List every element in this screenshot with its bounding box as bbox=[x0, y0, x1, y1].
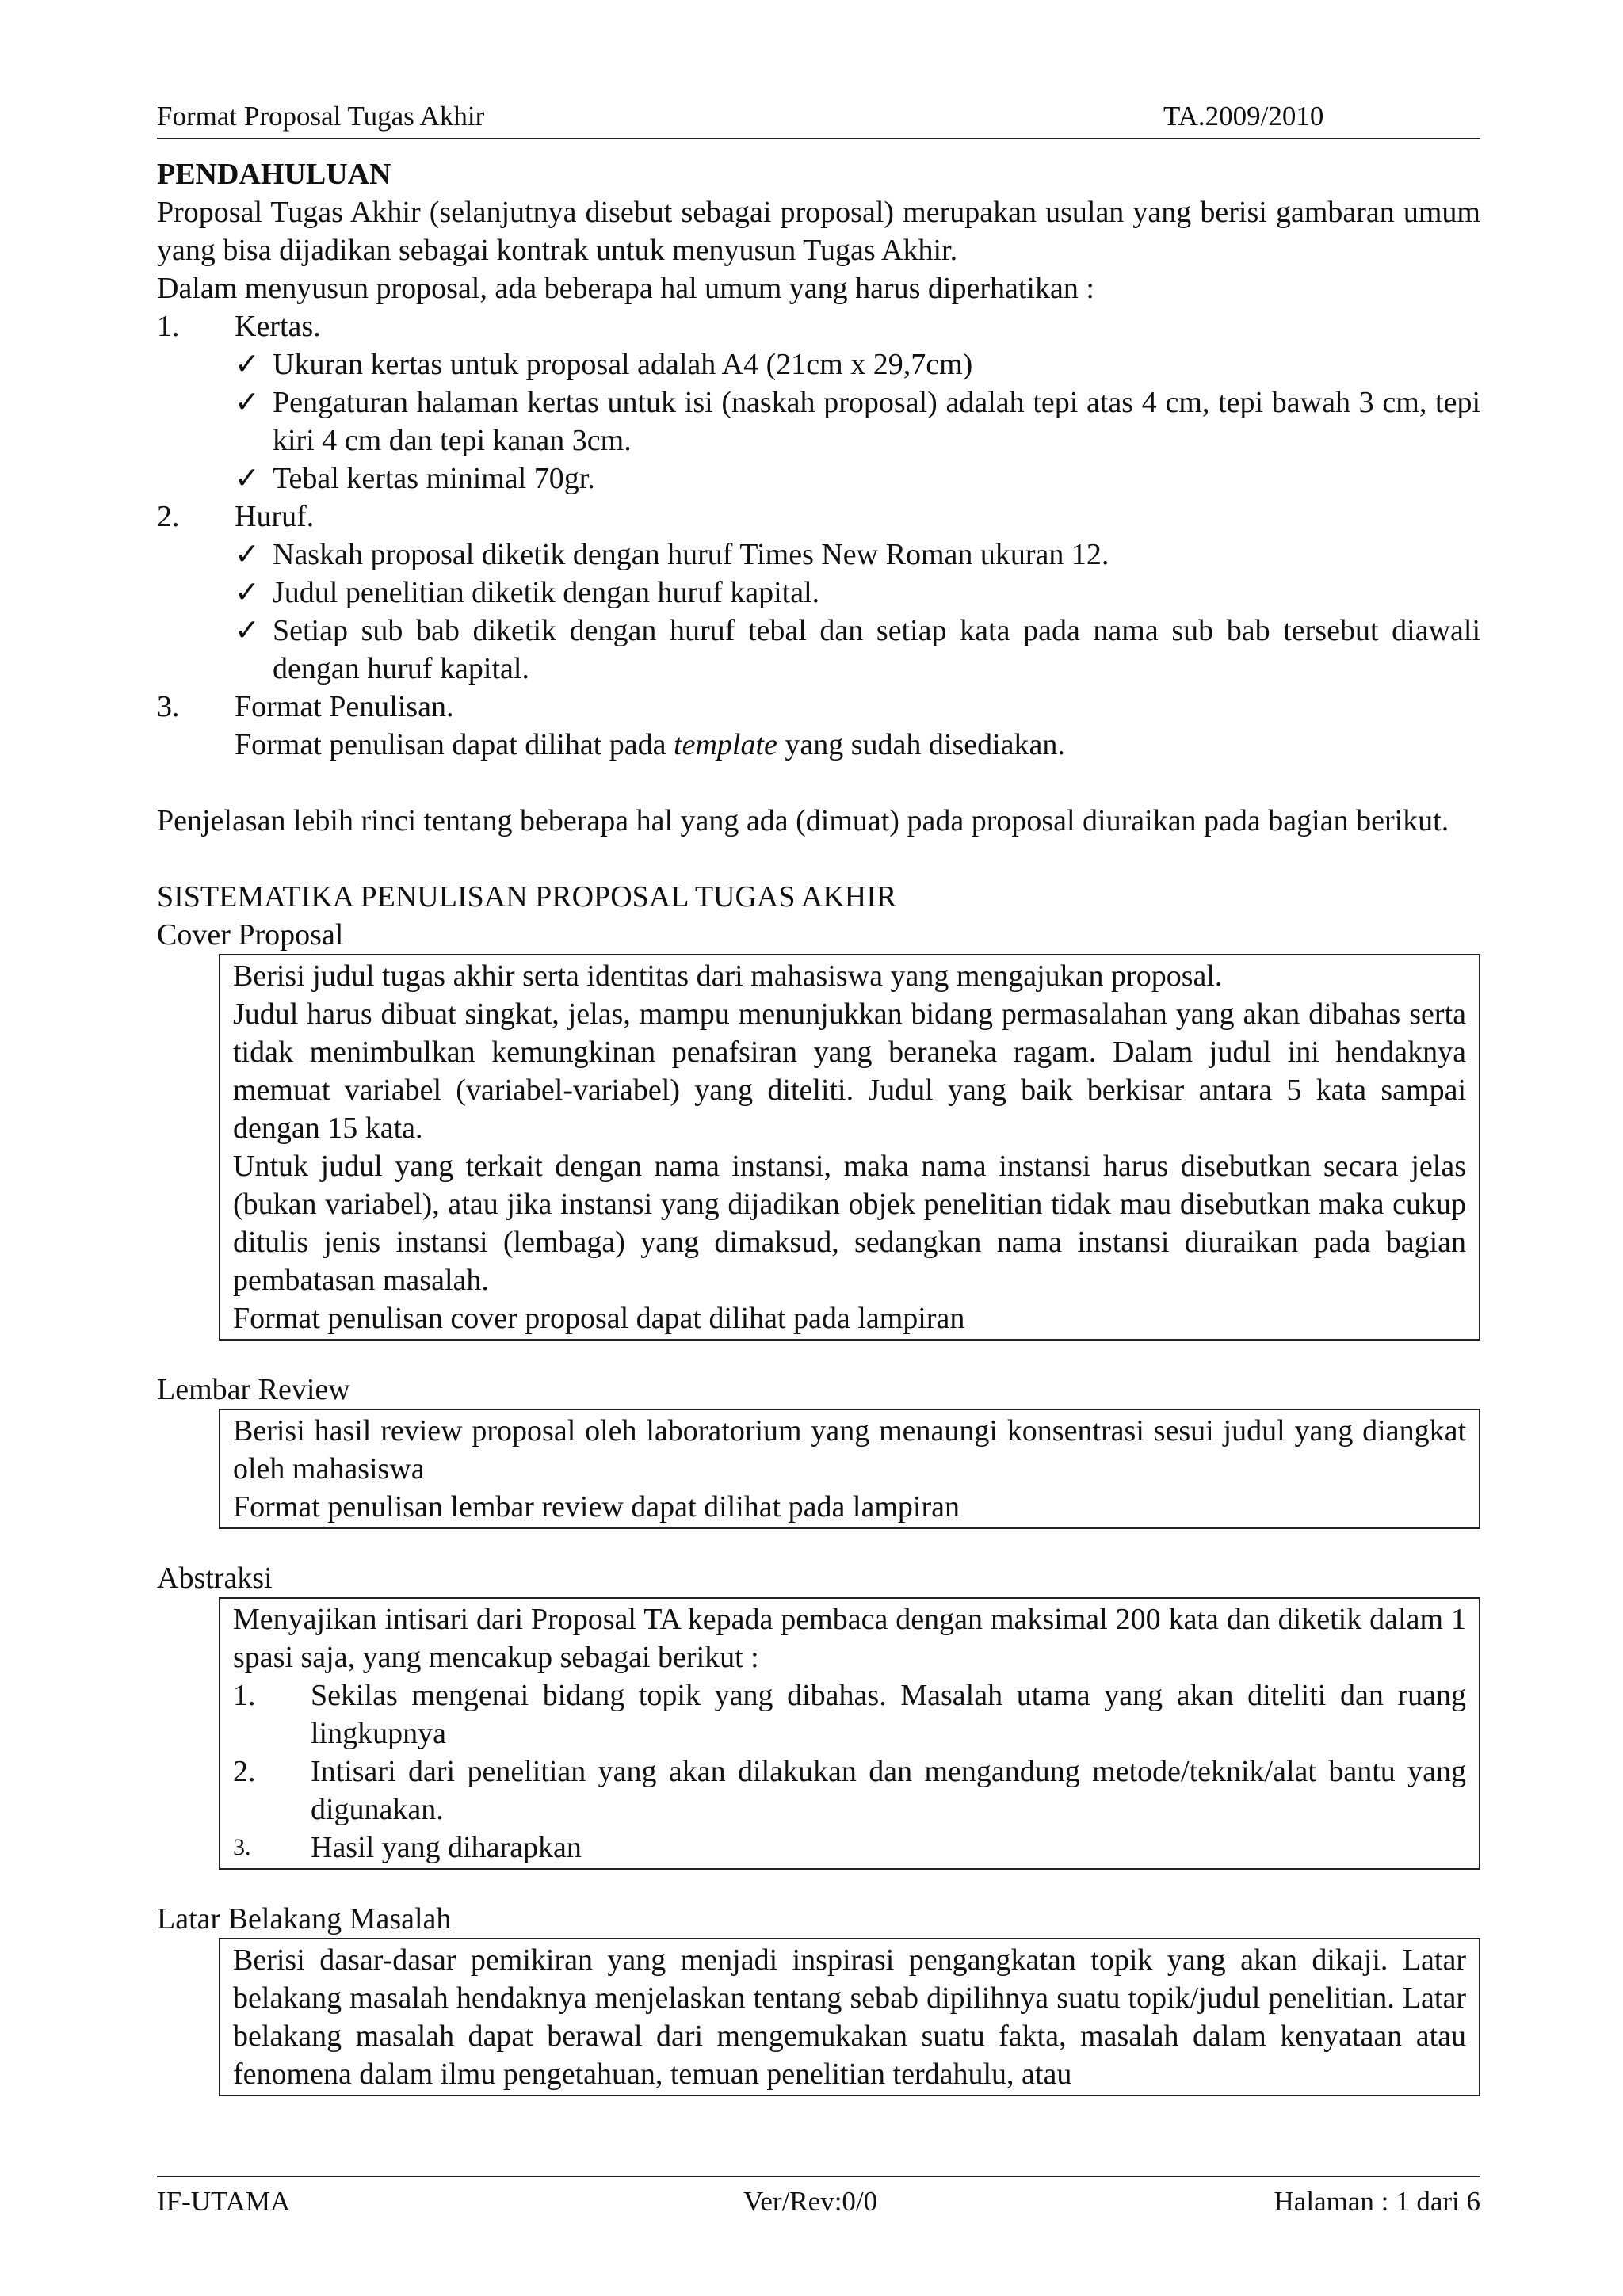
check-item bbox=[157, 536, 1480, 574]
review-p1: Berisi hasil review proposal oleh laboratorium yang menaungi konsentrasi sesui judul yang diangkat oleh mahasiswa bbox=[233, 1414, 1466, 1486]
list-number: 2. bbox=[233, 1755, 256, 1788]
intro-paragraph: Proposal Tugas Akhir (selanjutnya disebut sebagai proposal) merupakan usulan yang berisi gambaran umum yang bisa dijadikan sebagai kontrak untuk menyusun Tugas Akhir. bbox=[157, 196, 1480, 267]
check-item bbox=[157, 345, 1480, 383]
check-item-text: Judul penelitian diketik dengan huruf kapital. bbox=[273, 576, 820, 609]
section-heading-pendahuluan: PENDAHULUAN bbox=[157, 158, 391, 191]
page-header bbox=[157, 98, 1480, 139]
abstract-list-item bbox=[233, 1753, 1466, 1829]
abstract-list-item bbox=[233, 1676, 1466, 1753]
list-item-text: Sekilas mengenai bidang topik yang dibahas. Masalah utama yang akan diteliti dan ruang lingkupnya bbox=[311, 1679, 1466, 1750]
check-item bbox=[157, 574, 1480, 612]
checkmark-icon: ✓ bbox=[235, 576, 260, 609]
check-item-text: Setiap sub bab diketik dengan huruf tebal dan setiap kata pada nama sub bab tersebut diawali dengan huruf kapital. bbox=[273, 614, 1480, 685]
abstract-p1: Menyajikan intisari dari Proposal TA kepada pembaca dengan maksimal 200 kata dan diketik dalam 1 spasi saja, yang mencakup sebagai berikut : bbox=[233, 1603, 1466, 1674]
footer-page-number: Halaman : 1 dari 6 bbox=[1274, 2186, 1480, 2217]
subsection-title-abstraksi: Abstraksi bbox=[157, 1562, 273, 1595]
review-p2: Format penulisan lembar review dapat dilihat pada lampiran bbox=[233, 1490, 960, 1524]
subsection-title-latar-belakang: Latar Belakang Masalah bbox=[157, 1902, 452, 1936]
list-item-kertas bbox=[157, 307, 1480, 345]
list-item-text: Intisari dari penelitian yang akan dilakukan dan mengandung metode/teknik/alat bantu yang digunakan. bbox=[311, 1755, 1466, 1826]
list-item-label: Huruf. bbox=[235, 500, 315, 533]
footer-institution: IF-UTAMA bbox=[157, 2186, 291, 2217]
list-number: 1. bbox=[233, 1679, 256, 1712]
check-item bbox=[157, 383, 1480, 460]
subsection-title-cover: Cover Proposal bbox=[157, 918, 344, 952]
format-desc-before: Format penulisan dapat dilihat pada bbox=[235, 728, 674, 761]
cover-p3: Untuk judul yang terkait dengan nama instansi, maka nama instansi harus disebutkan secara jelas (bukan variabel), atau jika instansi yang dijadikan objek penelitian tidak mau disebutkan maka cukup ditulis jenis instansi (lembaga) yang dimaksud, sedangkan nama instansi diuraikan pada bagian pembatasan masalah. bbox=[233, 1150, 1466, 1297]
header-document-title: Format Proposal Tugas Akhir bbox=[157, 101, 485, 132]
format-desc-after: yang sudah disediakan. bbox=[777, 728, 1065, 761]
cover-p1: Berisi judul tugas akhir serta identitas dari mahasiswa yang mengajukan proposal. bbox=[233, 959, 1223, 993]
review-box bbox=[219, 1409, 1480, 1529]
check-item bbox=[157, 460, 1480, 498]
check-item-text: Pengaturan halaman kertas untuk isi (naskah proposal) adalah tepi atas 4 cm, tepi bawah 3 cm, tepi kiri 4 cm dan tepi kanan 3cm. bbox=[273, 386, 1480, 457]
check-item-text: Naskah proposal diketik dengan huruf Times New Roman ukuran 12. bbox=[273, 538, 1109, 571]
cover-p2: Judul harus dibuat singkat, jelas, mampu menunjukkan bidang permasalahan yang akan dibahas serta tidak menimbulkan kemungkinan penafsiran yang beraneka ragam. Dalam judul ini hendaknya memuat variabel (variabel-variabel) yang diteliti. Judul yang baik berkisar antara 5 kata sampai dengan 15 kata. bbox=[233, 997, 1466, 1145]
list-item-format-penulisan bbox=[157, 688, 1480, 726]
list-item-huruf bbox=[157, 498, 1480, 536]
list-item-label: Kertas. bbox=[235, 310, 321, 343]
check-item bbox=[157, 612, 1480, 688]
cover-proposal-box bbox=[219, 954, 1480, 1341]
check-item-text: Ukuran kertas untuk proposal adalah A4 (21cm x 29,7cm) bbox=[273, 348, 973, 381]
cover-p4: Format penulisan cover proposal dapat dilihat pada lampiran bbox=[233, 1302, 965, 1335]
abstract-list-item bbox=[233, 1829, 1466, 1867]
format-description bbox=[157, 726, 1480, 764]
checkmark-icon: ✓ bbox=[235, 538, 260, 571]
background-box bbox=[219, 1938, 1480, 2096]
page-footer bbox=[157, 2176, 1480, 2225]
header-academic-year: TA.2009/2010 bbox=[1163, 101, 1324, 132]
background-p1: Berisi dasar-dasar pemikiran yang menjadi inspirasi pengangkatan topik yang akan dikaji. Latar belakang masalah hendaknya menjelaskan tentang sebab dipilihnya suatu topik/judul penelitian. Latar belakang masalah dapat berawal dari mengemukakan suatu fakta, masalah dalam kenyataan atau fenomena dalam ilmu pengetahuan, temuan penelitian terdahulu, atau bbox=[233, 1943, 1466, 2091]
list-number: 2. bbox=[157, 500, 180, 533]
list-item-label: Format Penulisan. bbox=[235, 690, 454, 723]
intro-lead-in: Dalam menyusun proposal, ada beberapa hal umum yang harus diperhatikan : bbox=[157, 272, 1094, 305]
section-heading-sistematika: SISTEMATIKA PENULISAN PROPOSAL TUGAS AKHIR bbox=[157, 880, 897, 913]
subsection-title-review: Lembar Review bbox=[157, 1373, 350, 1406]
footer-version: Ver/Rev:0/0 bbox=[743, 2186, 878, 2217]
check-item-text: Tebal kertas minimal 70gr. bbox=[273, 462, 595, 495]
list-number: 1. bbox=[157, 310, 180, 343]
checkmark-icon: ✓ bbox=[235, 462, 260, 495]
checkmark-icon: ✓ bbox=[235, 348, 260, 381]
document-body bbox=[157, 155, 1480, 2096]
format-desc-italic: template bbox=[674, 728, 777, 761]
list-item-text: Hasil yang diharapkan bbox=[311, 1831, 582, 1864]
checkmark-icon: ✓ bbox=[235, 614, 260, 647]
checkmark-icon: ✓ bbox=[235, 386, 260, 419]
intro-closing-paragraph: Penjelasan lebih rinci tentang beberapa hal yang ada (dimuat) pada proposal diuraikan pada bagian berikut. bbox=[157, 804, 1449, 837]
abstract-box bbox=[219, 1597, 1480, 1870]
list-number: 3. bbox=[157, 690, 180, 723]
list-number: 3. bbox=[233, 1834, 251, 1860]
